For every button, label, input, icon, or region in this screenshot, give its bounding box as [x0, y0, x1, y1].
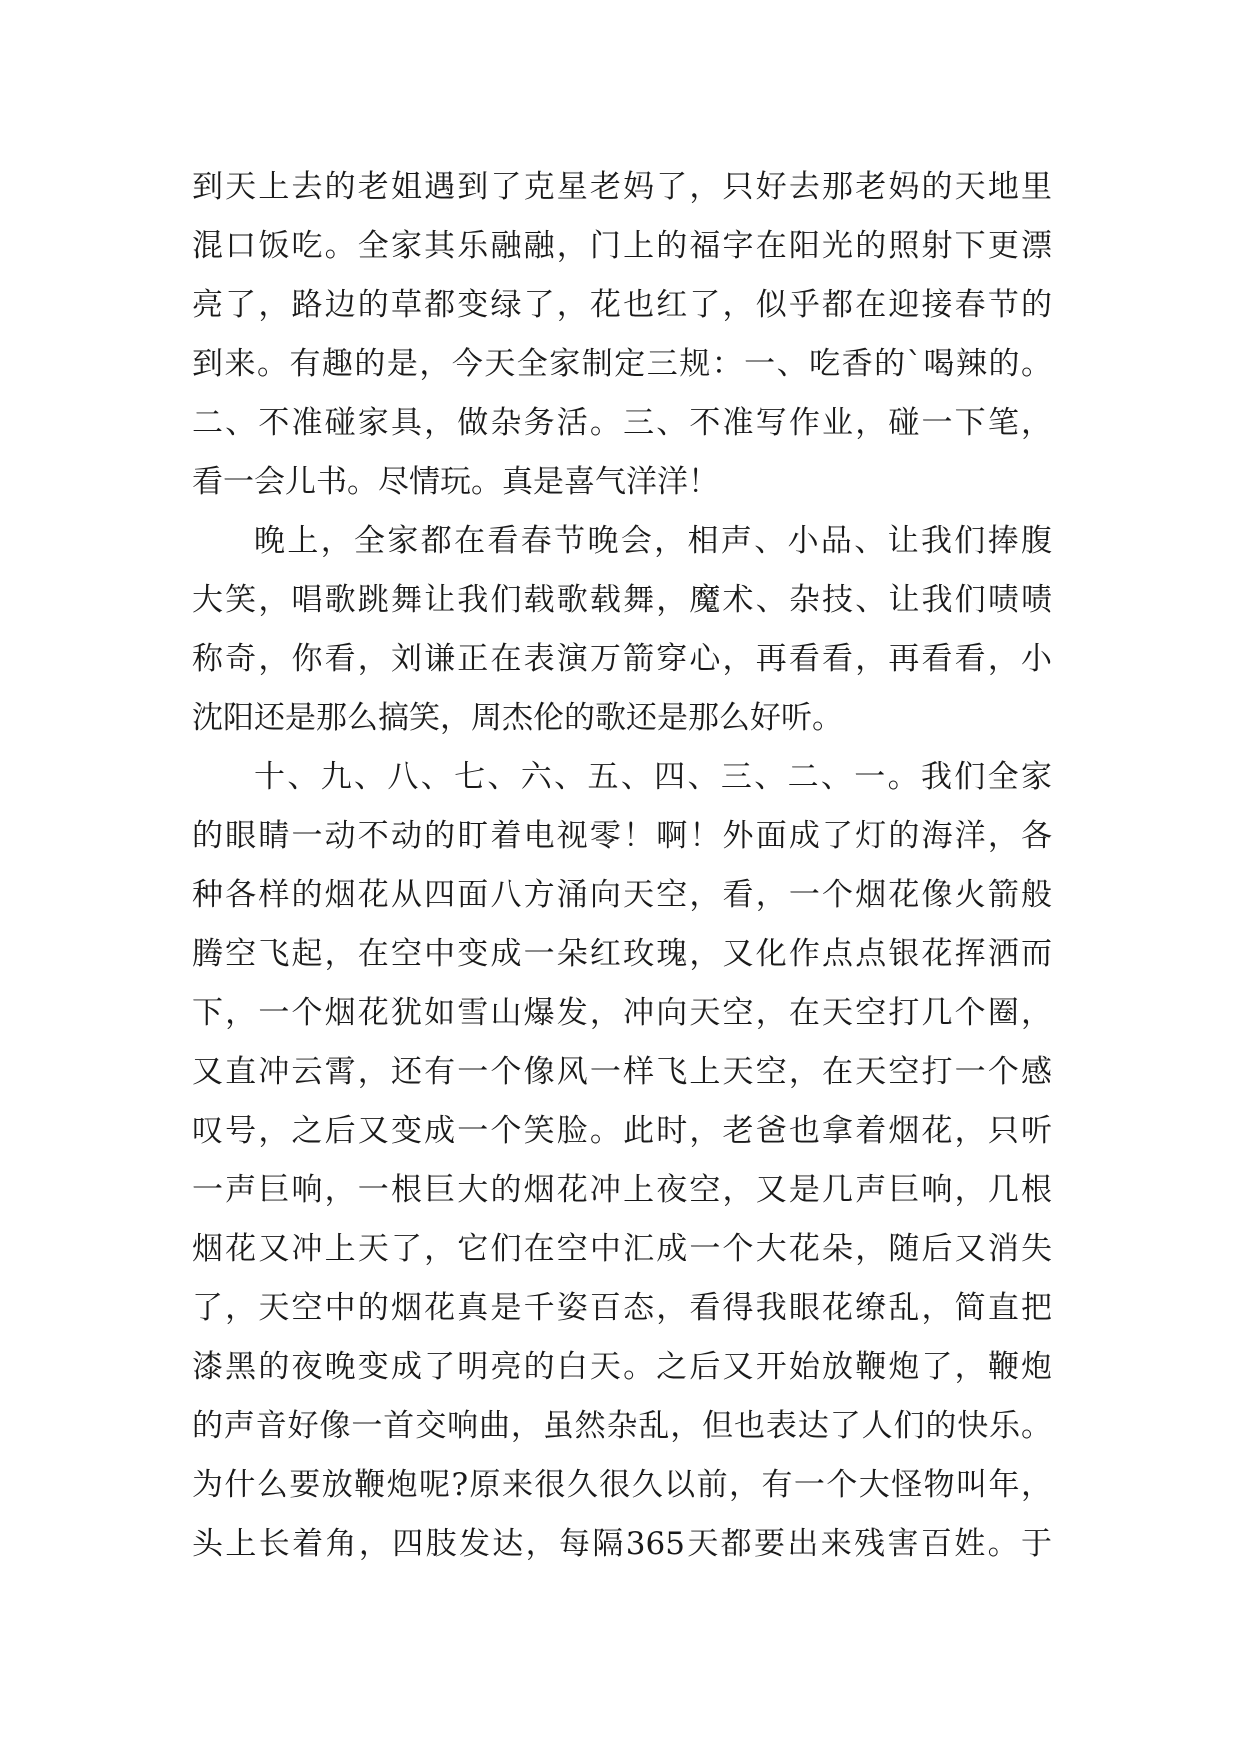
text-line: 沈阳还是那么搞笑，周杰伦的歌还是那么好听。 — [192, 700, 843, 736]
text-line: 二、不准碰家具，做杂务活。三、不准写作业，碰一下笔， — [192, 405, 1052, 441]
text-line: 的眼睛一动不动的盯着电视零！啊！外面成了灯的海洋，各 — [192, 818, 1052, 854]
text-line: 一声巨响，一根巨大的烟花冲上夜空，又是几声巨响，几根 — [192, 1172, 1052, 1208]
text-line: 烟花又冲上天了，它们在空中汇成一个大花朵，随后又消失 — [192, 1231, 1052, 1267]
text-line: 到天上去的老姐遇到了克星老妈了，只好去那老妈的天地里 — [192, 169, 1052, 205]
text-line: 的声音好像一首交响曲，虽然杂乱，但也表达了人们的快乐。 — [192, 1408, 1052, 1444]
text-line: 腾空飞起，在空中变成一朵红玫瑰，又化作点点银花挥洒而 — [192, 936, 1052, 972]
text-line: 种各样的烟花从四面八方涌向天空，看，一个烟花像火箭般 — [192, 877, 1052, 913]
text-line: 十、九、八、七、六、五、四、三、二、一。我们全家 — [254, 759, 1052, 795]
text-line: 到来。有趣的是，今天全家制定三规：一、吃香的`喝辣的。 — [192, 346, 1052, 382]
text-line: 叹号，之后又变成一个笑脸。此时，老爸也拿着烟花，只听 — [192, 1113, 1052, 1149]
text-line: 看一会儿书。尽情玩。真是喜气洋洋！ — [192, 464, 719, 500]
text-line: 漆黑的夜晚变成了明亮的白天。之后又开始放鞭炮了，鞭炮 — [192, 1349, 1052, 1385]
text-line: 又直冲云霄，还有一个像风一样飞上天空，在天空打一个感 — [192, 1054, 1052, 1090]
text-line: 亮了，路边的草都变绿了，花也红了，似乎都在迎接春节的 — [192, 287, 1052, 323]
text-line: 了，天空中的烟花真是千姿百态，看得我眼花缭乱，简直把 — [192, 1290, 1052, 1326]
text-line: 下，一个烟花犹如雪山爆发，冲向天空，在天空打几个圈， — [192, 995, 1052, 1031]
text-line: 大笑，唱歌跳舞让我们载歌载舞，魔术、杂技、让我们啧啧 — [192, 582, 1052, 618]
paragraph-2 — [192, 512, 1052, 748]
paragraph-1 — [192, 158, 1052, 512]
text-line: 混口饭吃。全家其乐融融，门上的福字在阳光的照射下更漂 — [192, 228, 1052, 264]
text-line: 为什么要放鞭炮呢?原来很久很久以前，有一个大怪物叫年， — [192, 1467, 1052, 1503]
text-line: 头上长着角，四肢发达，每隔365天都要出来残害百姓。于 — [192, 1526, 1052, 1562]
paragraph-3 — [192, 748, 1052, 1574]
text-line: 晚上，全家都在看春节晚会，相声、小品、让我们捧腹 — [254, 523, 1052, 559]
text-line: 称奇，你看，刘谦正在表演万箭穿心，再看看，再看看，小 — [192, 641, 1052, 677]
body-text — [192, 158, 1052, 1574]
